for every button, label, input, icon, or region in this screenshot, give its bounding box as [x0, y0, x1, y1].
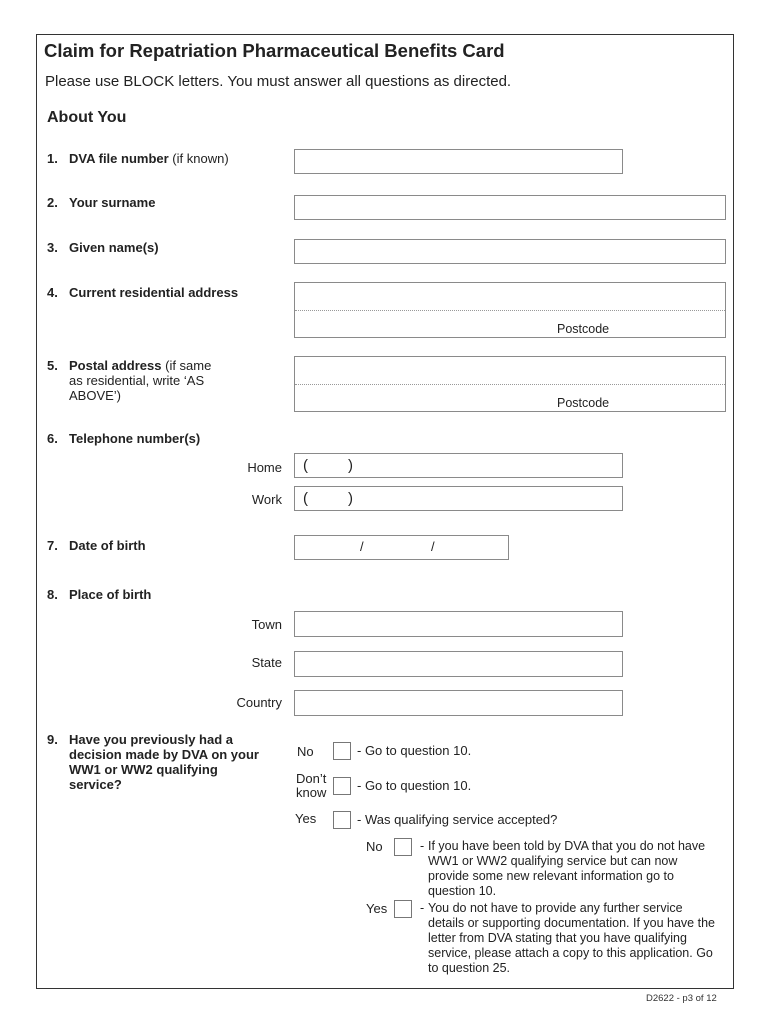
- address-line-divider: [295, 384, 725, 385]
- work-phone-label: Work: [251, 492, 282, 507]
- option-no-label: No: [297, 744, 314, 759]
- question-label: Date of birth: [69, 538, 146, 553]
- question-4: [47, 285, 287, 301]
- form-title: Claim for Repatriation Pharmaceutical Benefits Card: [44, 40, 505, 61]
- page-footer: D2622 - p3 of 12: [646, 993, 717, 1004]
- date-of-birth-input[interactable]: [294, 535, 509, 560]
- question-hint: (if known): [168, 151, 229, 166]
- dva-file-number-input[interactable]: [294, 149, 623, 174]
- area-code-close-paren: ): [348, 457, 353, 474]
- area-code-close-paren: ): [348, 490, 353, 507]
- question-number: 8.: [47, 587, 58, 602]
- form-instructions: Please use BLOCK letters. You must answer all questions as directed.: [45, 73, 512, 90]
- date-separator: /: [431, 539, 435, 554]
- sub-option-yes-note: You do not have to provide any further service details or supporting documentation. If you have the letter from DVA stating that you have qualifying service, please attach a copy to this application. Go to question 25.: [428, 901, 715, 975]
- country-input[interactable]: [294, 690, 623, 716]
- question-number: 6.: [47, 431, 58, 446]
- question-number: 5.: [47, 358, 58, 373]
- question-2: [47, 195, 287, 211]
- sub-option-no-dash: -: [420, 839, 425, 853]
- question-label: Given name(s): [69, 240, 159, 255]
- question-1: [47, 151, 287, 167]
- question-label: Place of birth: [69, 587, 152, 602]
- question-label: Your surname: [69, 195, 156, 210]
- country-label: Country: [236, 695, 282, 710]
- address-line-divider: [295, 310, 725, 311]
- sub-option-yes-checkbox[interactable]: [394, 900, 412, 918]
- question-6: [47, 431, 287, 447]
- question-label: DVA file number: [69, 151, 169, 166]
- sub-option-no-checkbox[interactable]: [394, 838, 412, 856]
- surname-input[interactable]: [294, 195, 726, 220]
- question-number: 1.: [47, 151, 58, 166]
- question-3: [47, 240, 287, 256]
- date-separator: /: [360, 539, 364, 554]
- state-input[interactable]: [294, 651, 623, 677]
- question-8: [47, 587, 287, 603]
- question-label: Telephone number(s): [69, 431, 201, 446]
- sub-option-no-label: No: [366, 839, 383, 854]
- town-input[interactable]: [294, 611, 623, 637]
- residential-address-input[interactable]: [294, 282, 726, 338]
- question-number: 9.: [47, 732, 58, 747]
- option-dont-know-note: - Go to question 10.: [357, 778, 472, 793]
- town-label: Town: [251, 617, 282, 632]
- question-9: [47, 732, 287, 792]
- area-code-open-paren: (: [303, 490, 308, 507]
- home-phone-label: Home: [247, 460, 282, 475]
- question-number: 7.: [47, 538, 58, 553]
- question-7: [47, 538, 287, 554]
- question-label: Current residential address: [69, 285, 239, 300]
- question-5: [47, 358, 287, 406]
- postcode-label: Postcode: [557, 322, 610, 336]
- sub-option-yes-dash: -: [420, 901, 425, 915]
- option-yes-checkbox[interactable]: [333, 811, 351, 829]
- home-phone-input[interactable]: [294, 453, 623, 478]
- question-number: 2.: [47, 195, 58, 210]
- option-no-note: - Go to question 10.: [357, 743, 472, 758]
- question-number: 4.: [47, 285, 58, 300]
- question-label: Have you previously had a decision made by DVA on your WW1 or WW2 qualifying service?: [69, 732, 259, 792]
- given-names-input[interactable]: [294, 239, 726, 264]
- question-number: 3.: [47, 240, 58, 255]
- state-label: State: [251, 655, 282, 670]
- question-label: Postal address: [69, 358, 162, 373]
- option-dont-know-checkbox[interactable]: [333, 777, 351, 795]
- option-no-checkbox[interactable]: [333, 742, 351, 760]
- postcode-label: Postcode: [557, 396, 610, 410]
- sub-option-no-note: If you have been told by DVA that you do not have WW1 or WW2 qualifying service but can now provide some new relevant information go to question 10.: [428, 839, 706, 898]
- area-code-open-paren: (: [303, 457, 308, 474]
- work-phone-input[interactable]: [294, 486, 623, 511]
- postal-address-input[interactable]: [294, 356, 726, 412]
- option-yes-note: - Was qualifying service accepted?: [357, 812, 558, 827]
- sub-option-yes-label: Yes: [366, 901, 388, 916]
- option-dont-know-label: Don’t know: [296, 771, 327, 800]
- question-hint: (if same as residential, write ‘AS ABOVE’): [69, 358, 212, 403]
- option-yes-label: Yes: [295, 811, 317, 826]
- section-heading: About You: [47, 109, 127, 126]
